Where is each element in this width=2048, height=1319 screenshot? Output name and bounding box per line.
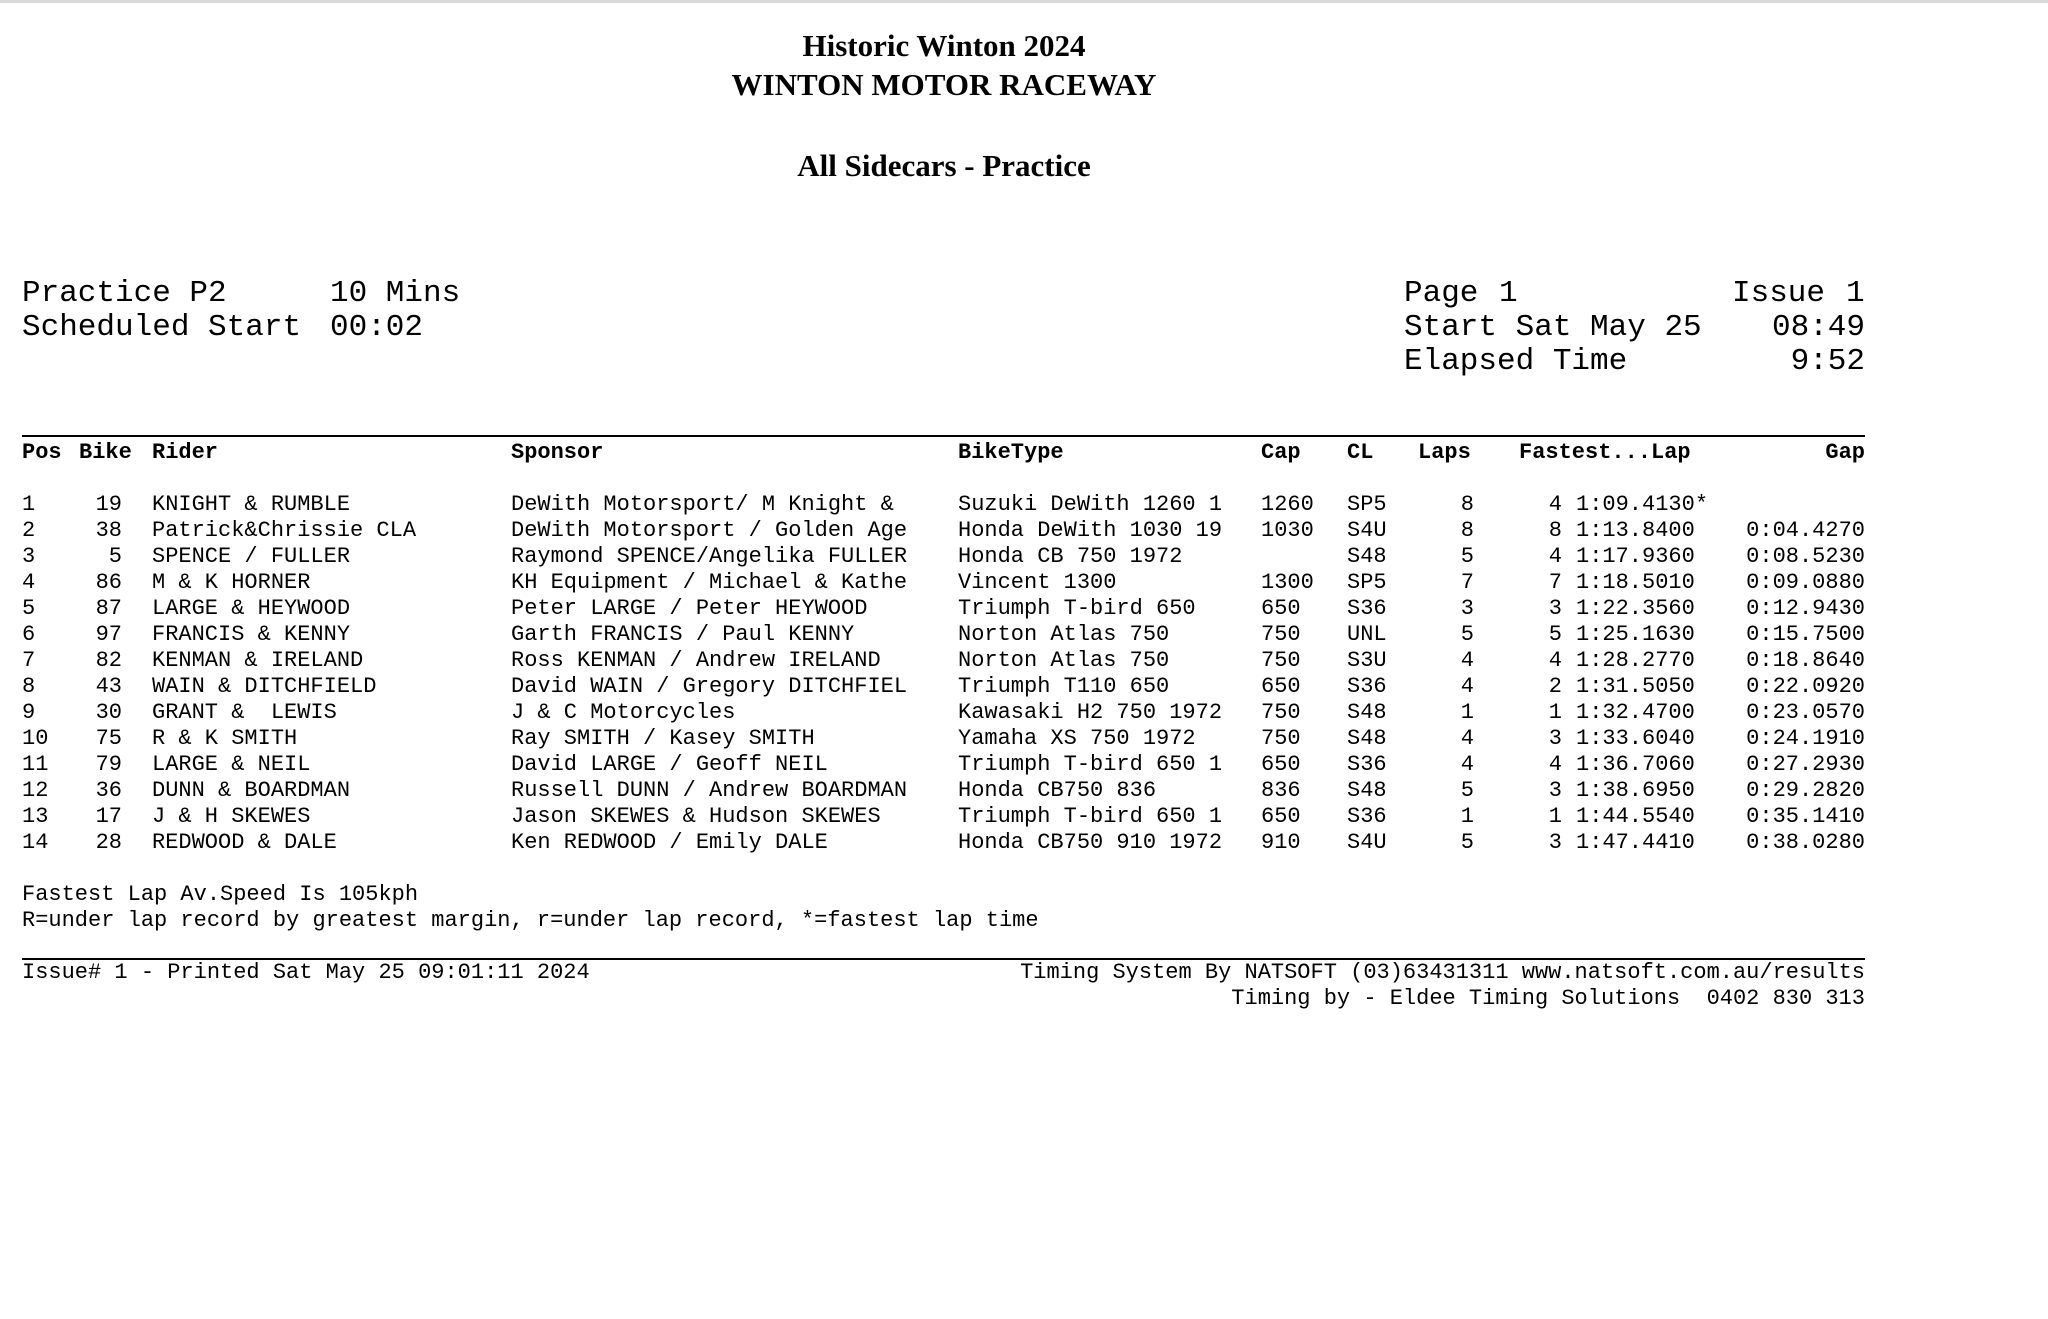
cell-fastest-lap-time: 1:13.8400 bbox=[1576, 518, 1695, 543]
cell-biketype: Triumph T-bird 650 1 bbox=[958, 804, 1223, 829]
cell-laps: 5 bbox=[1460, 544, 1474, 569]
cell-class: S4U bbox=[1347, 518, 1387, 543]
column-header-bike: Bike bbox=[79, 440, 132, 465]
cell-fastest-lap-number: 3 bbox=[1548, 778, 1562, 803]
cell-bike: 30 bbox=[95, 700, 122, 725]
cell-sponsor: Garth FRANCIS / Paul KENNY bbox=[511, 622, 855, 647]
column-header-fastest-lap: Fastest...Lap bbox=[1519, 440, 1691, 465]
cell-class: S48 bbox=[1347, 700, 1387, 725]
cell-sponsor: DeWith Motorsport / Golden Age bbox=[511, 518, 908, 543]
cell-biketype: Honda CB750 836 bbox=[958, 778, 1157, 803]
column-header-pos: Pos bbox=[22, 440, 62, 465]
cell-pos: 4 bbox=[22, 570, 36, 595]
column-header-cl: CL bbox=[1347, 440, 1374, 465]
cell-gap: 0:38.0280 bbox=[1746, 830, 1865, 855]
cell-pos: 6 bbox=[22, 622, 36, 647]
elapsed-time: 9:52 bbox=[1790, 344, 1865, 379]
cell-cap: 750 bbox=[1261, 726, 1301, 751]
cell-fastest-lap-number: 3 bbox=[1548, 596, 1562, 621]
cell-sponsor: Russell DUNN / Andrew BOARDMAN bbox=[511, 778, 908, 803]
cell-bike: 5 bbox=[108, 544, 122, 569]
cell-fastest-lap-time: 1:17.9360 bbox=[1576, 544, 1695, 569]
cell-biketype: Yamaha XS 750 1972 bbox=[958, 726, 1196, 751]
cell-rider: LARGE & HEYWOOD bbox=[152, 596, 351, 621]
cell-rider: M & K HORNER bbox=[152, 570, 311, 595]
cell-laps: 3 bbox=[1460, 596, 1474, 621]
cell-pos: 1 bbox=[22, 492, 36, 517]
cell-laps: 1 bbox=[1460, 700, 1474, 725]
cell-sponsor: DeWith Motorsport/ M Knight & bbox=[511, 492, 894, 517]
cell-gap: 0:09.0880 bbox=[1746, 570, 1865, 595]
cell-fastest-lap-time: 1:28.2770 bbox=[1576, 648, 1695, 673]
cell-pos: 3 bbox=[22, 544, 36, 569]
cell-sponsor: Ross KENMAN / Andrew IRELAND bbox=[511, 648, 881, 673]
cell-fastest-lap-number: 4 bbox=[1548, 648, 1562, 673]
cell-cap: 650 bbox=[1261, 674, 1301, 699]
cell-biketype: Honda DeWith 1030 19 bbox=[958, 518, 1223, 543]
cell-cap: 750 bbox=[1261, 648, 1301, 673]
cell-rider: WAIN & DITCHFIELD bbox=[152, 674, 377, 699]
cell-class: S48 bbox=[1347, 544, 1387, 569]
cell-class: S36 bbox=[1347, 596, 1387, 621]
cell-fastest-lap-time: 1:38.6950 bbox=[1576, 778, 1695, 803]
cell-bike: 38 bbox=[95, 518, 122, 543]
cell-pos: 14 bbox=[22, 830, 49, 855]
cell-gap: 0:35.1410 bbox=[1746, 804, 1865, 829]
cell-class: S48 bbox=[1347, 778, 1387, 803]
column-header-gap: Gap bbox=[1825, 440, 1865, 465]
cell-class: S36 bbox=[1347, 752, 1387, 777]
cell-rider: J & H SKEWES bbox=[152, 804, 311, 829]
cell-gap: 0:27.2930 bbox=[1746, 752, 1865, 777]
cell-pos: 8 bbox=[22, 674, 36, 699]
page-label: Page bbox=[1404, 276, 1479, 311]
start-label: Start Sat May 25 bbox=[1404, 310, 1702, 345]
cell-fastest-lap-time: 1:33.6040 bbox=[1576, 726, 1695, 751]
cell-sponsor: Peter LARGE / Peter HEYWOOD bbox=[511, 596, 868, 621]
cell-class: S36 bbox=[1347, 674, 1387, 699]
cell-fastest-lap-time: 1:18.5010 bbox=[1576, 570, 1695, 595]
cell-bike: 86 bbox=[95, 570, 122, 595]
cell-fastest-lap-time: 1:09.4130* bbox=[1576, 492, 1709, 517]
venue-title: WINTON MOTOR RACEWAY bbox=[731, 67, 1157, 102]
cell-fastest-lap-number: 4 bbox=[1548, 544, 1562, 569]
cell-class: S48 bbox=[1347, 726, 1387, 751]
cell-bike: 43 bbox=[95, 674, 122, 699]
cell-cap: 1300 bbox=[1261, 570, 1314, 595]
cell-bike: 97 bbox=[95, 622, 122, 647]
cell-cap: 1260 bbox=[1261, 492, 1314, 517]
cell-rider: LARGE & NEIL bbox=[152, 752, 311, 777]
cell-fastest-lap-time: 1:47.4410 bbox=[1576, 830, 1695, 855]
column-header-cap: Cap bbox=[1261, 440, 1301, 465]
cell-fastest-lap-number: 1 bbox=[1548, 700, 1562, 725]
cell-bike: 17 bbox=[95, 804, 122, 829]
cell-cap: 750 bbox=[1261, 700, 1301, 725]
scheduled-start-time: 00:02 bbox=[330, 310, 424, 345]
cell-bike: 87 bbox=[95, 596, 122, 621]
issue-number: 1 bbox=[1846, 276, 1865, 311]
cell-sponsor: Raymond SPENCE/Angelika FULLER bbox=[511, 544, 908, 569]
cell-bike: 19 bbox=[95, 492, 122, 517]
cell-fastest-lap-number: 1 bbox=[1548, 804, 1562, 829]
cell-sponsor: Jason SKEWES & Hudson SKEWES bbox=[511, 804, 881, 829]
cell-laps: 4 bbox=[1460, 726, 1474, 751]
cell-gap: 0:12.9430 bbox=[1746, 596, 1865, 621]
cell-gap: 0:22.0920 bbox=[1746, 674, 1865, 699]
cell-sponsor: KH Equipment / Michael & Kathe bbox=[511, 570, 908, 595]
cell-sponsor: David LARGE / Geoff NEIL bbox=[511, 752, 828, 777]
session-duration: 10 Mins bbox=[330, 276, 461, 311]
cell-fastest-lap-time: 1:44.5540 bbox=[1576, 804, 1695, 829]
cell-biketype: Kawasaki H2 750 1972 bbox=[958, 700, 1223, 725]
cell-laps: 8 bbox=[1460, 492, 1474, 517]
cell-sponsor: Ken REDWOOD / Emily DALE bbox=[511, 830, 828, 855]
cell-laps: 7 bbox=[1460, 570, 1474, 595]
column-header-rider: Rider bbox=[152, 440, 219, 465]
cell-laps: 4 bbox=[1460, 752, 1474, 777]
cell-gap: 0:18.8640 bbox=[1746, 648, 1865, 673]
cell-laps: 5 bbox=[1460, 778, 1474, 803]
cell-bike: 82 bbox=[95, 648, 122, 673]
cell-bike: 79 bbox=[95, 752, 122, 777]
cell-pos: 10 bbox=[22, 726, 49, 751]
cell-rider: KNIGHT & RUMBLE bbox=[152, 492, 351, 517]
cell-biketype: Honda CB 750 1972 bbox=[958, 544, 1183, 569]
cell-cap: 650 bbox=[1261, 804, 1301, 829]
cell-pos: 12 bbox=[22, 778, 49, 803]
cell-pos: 11 bbox=[22, 752, 49, 777]
cell-fastest-lap-number: 3 bbox=[1548, 726, 1562, 751]
printed-info: Issue# 1 - Printed Sat May 25 09:01:11 2024 bbox=[22, 960, 590, 985]
cell-bike: 75 bbox=[95, 726, 122, 751]
cell-cap: 1030 bbox=[1261, 518, 1314, 543]
cell-class: S4U bbox=[1347, 830, 1387, 855]
cell-class: SP5 bbox=[1347, 570, 1387, 595]
cell-cap: 836 bbox=[1261, 778, 1301, 803]
column-header-biketype: BikeType bbox=[958, 440, 1064, 465]
cell-pos: 13 bbox=[22, 804, 49, 829]
average-speed-note: Fastest Lap Av.Speed Is 105kph bbox=[22, 882, 419, 907]
cell-class: S36 bbox=[1347, 804, 1387, 829]
cell-rider: DUNN & BOARDMAN bbox=[152, 778, 351, 803]
cell-fastest-lap-time: 1:32.4700 bbox=[1576, 700, 1695, 725]
cell-laps: 5 bbox=[1460, 622, 1474, 647]
column-header-laps: Laps bbox=[1418, 440, 1471, 465]
cell-fastest-lap-number: 3 bbox=[1548, 830, 1562, 855]
cell-pos: 2 bbox=[22, 518, 36, 543]
cell-cap: 750 bbox=[1261, 622, 1301, 647]
timing-provider-info: Timing by - Eldee Timing Solutions 0402 830 313 bbox=[1231, 986, 1865, 1011]
cell-laps: 4 bbox=[1460, 674, 1474, 699]
cell-sponsor: Ray SMITH / Kasey SMITH bbox=[511, 726, 815, 751]
cell-pos: 5 bbox=[22, 596, 36, 621]
page-number: 1 bbox=[1499, 276, 1518, 311]
cell-gap: 0:23.0570 bbox=[1746, 700, 1865, 725]
cell-biketype: Honda CB750 910 1972 bbox=[958, 830, 1223, 855]
timing-system-info: Timing System By NATSOFT (03)63431311 www.natsoft.com.au/results bbox=[1020, 960, 1865, 985]
cell-rider: FRANCIS & KENNY bbox=[152, 622, 351, 647]
cell-class: SP5 bbox=[1347, 492, 1387, 517]
cell-gap: 0:24.1910 bbox=[1746, 726, 1865, 751]
cell-class: S3U bbox=[1347, 648, 1387, 673]
cell-rider: SPENCE / FULLER bbox=[152, 544, 351, 569]
table-top-rule bbox=[22, 435, 1865, 437]
cell-gap: 0:15.7500 bbox=[1746, 622, 1865, 647]
cell-laps: 4 bbox=[1460, 648, 1474, 673]
cell-laps: 1 bbox=[1460, 804, 1474, 829]
cell-biketype: Norton Atlas 750 bbox=[958, 622, 1170, 647]
column-header-sponsor: Sponsor bbox=[511, 440, 604, 465]
cell-cap: 650 bbox=[1261, 596, 1301, 621]
cell-fastest-lap-number: 5 bbox=[1548, 622, 1562, 647]
cell-biketype: Suzuki DeWith 1260 1 bbox=[958, 492, 1223, 517]
cell-fastest-lap-time: 1:36.7060 bbox=[1576, 752, 1695, 777]
cell-fastest-lap-number: 8 bbox=[1548, 518, 1562, 543]
cell-pos: 7 bbox=[22, 648, 36, 673]
cell-sponsor: J & C Motorcycles bbox=[511, 700, 736, 725]
start-time: 08:49 bbox=[1771, 310, 1865, 345]
cell-biketype: Triumph T-bird 650 bbox=[958, 596, 1196, 621]
cell-cap: 910 bbox=[1261, 830, 1301, 855]
cell-class: UNL bbox=[1347, 622, 1387, 647]
cell-fastest-lap-time: 1:31.5050 bbox=[1576, 674, 1695, 699]
cell-rider: REDWOOD & DALE bbox=[152, 830, 337, 855]
cell-biketype: Vincent 1300 bbox=[958, 570, 1117, 595]
issue-label: Issue bbox=[1732, 276, 1826, 311]
cell-bike: 36 bbox=[95, 778, 122, 803]
elapsed-label: Elapsed Time bbox=[1404, 344, 1628, 379]
cell-pos: 9 bbox=[22, 700, 36, 725]
cell-rider: KENMAN & IRELAND bbox=[152, 648, 364, 673]
cell-biketype: Triumph T-bird 650 1 bbox=[958, 752, 1223, 777]
cell-rider: R & K SMITH bbox=[152, 726, 298, 751]
cell-biketype: Norton Atlas 750 bbox=[958, 648, 1170, 673]
cell-gap: 0:08.5230 bbox=[1746, 544, 1865, 569]
cell-rider: GRANT & LEWIS bbox=[152, 700, 337, 725]
cell-bike: 28 bbox=[95, 830, 122, 855]
cell-fastest-lap-time: 1:22.3560 bbox=[1576, 596, 1695, 621]
cell-gap: 0:04.4270 bbox=[1746, 518, 1865, 543]
cell-fastest-lap-time: 1:25.1630 bbox=[1576, 622, 1695, 647]
session-name: Practice P2 bbox=[22, 276, 227, 311]
legend-note: R=under lap record by greatest margin, r=under lap record, *=fastest lap time bbox=[22, 908, 1039, 933]
scheduled-start-label: Scheduled Start bbox=[22, 310, 302, 345]
cell-fastest-lap-number: 2 bbox=[1548, 674, 1562, 699]
cell-cap: 650 bbox=[1261, 752, 1301, 777]
cell-laps: 5 bbox=[1460, 830, 1474, 855]
cell-gap: 0:29.2820 bbox=[1746, 778, 1865, 803]
cell-biketype: Triumph T110 650 bbox=[958, 674, 1170, 699]
cell-rider: Patrick&Chrissie CLA bbox=[152, 518, 417, 543]
cell-sponsor: David WAIN / Gregory DITCHFIEL bbox=[511, 674, 908, 699]
cell-fastest-lap-number: 7 bbox=[1548, 570, 1562, 595]
cell-fastest-lap-number: 4 bbox=[1548, 752, 1562, 777]
session-title: All Sidecars - Practice bbox=[797, 148, 1091, 183]
cell-laps: 8 bbox=[1460, 518, 1474, 543]
event-title: Historic Winton 2024 bbox=[802, 28, 1086, 63]
cell-fastest-lap-number: 4 bbox=[1548, 492, 1562, 517]
